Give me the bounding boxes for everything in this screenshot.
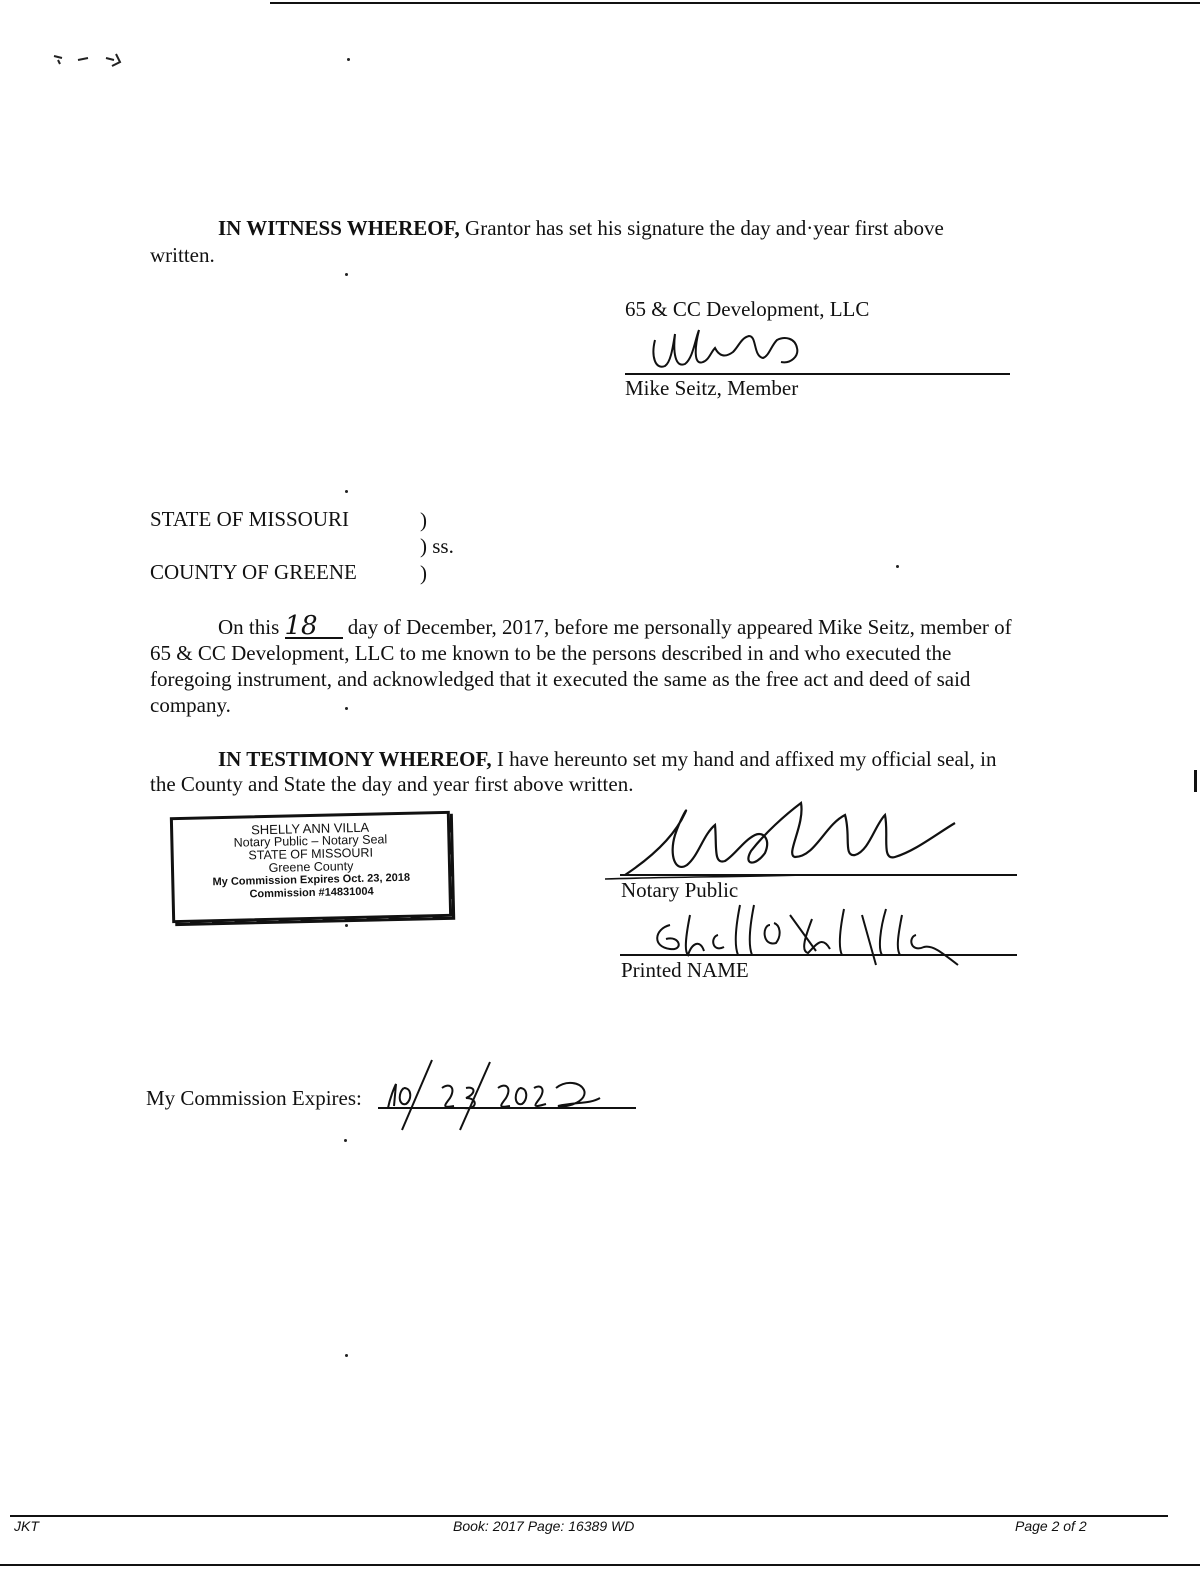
testimony-text: I have hereunto set my hand and affixed my official seal, in [491, 747, 997, 771]
footer-center: Book: 2017 Page: 16389 WD [453, 1518, 635, 1534]
testimony-lead: IN TESTIMONY WHEREOF, [218, 747, 492, 771]
stamp-title: Notary Public – Notary Seal [233, 832, 388, 850]
venue-paren-bottom: ) [420, 561, 427, 585]
scan-dot [345, 273, 348, 276]
notary-public-label: Notary Public [621, 878, 739, 902]
stamp-state: STATE OF MISSOURI [248, 845, 374, 863]
venue-county: COUNTY OF GREENE [150, 560, 357, 584]
scan-dot [345, 707, 348, 710]
witness-continuation: written. [150, 243, 215, 267]
acknowledgment-line-1 [150, 611, 1032, 641]
notary-signature-line [620, 874, 1017, 876]
stamp-expiration: My Commission Expires Oct. 23, 2018 [212, 871, 411, 889]
witness-text: Grantor has set his signature the day and·year first above [459, 216, 944, 240]
grantor-signature-line [625, 373, 1010, 375]
witness-paragraph [150, 216, 1032, 241]
stamp-name: SHELLY ANN VILLA [250, 819, 370, 838]
venue-state: STATE OF MISSOURI [150, 507, 350, 531]
commission-date-handwriting [380, 1058, 610, 1132]
ack-prefix: On this [218, 615, 280, 639]
scan-dot [345, 490, 348, 493]
acknowledgment-line-4: company. [150, 693, 231, 717]
footer-left: JKT [14, 1518, 39, 1534]
ack-line1-rest: day of December, 2017, before me personally appeared Mike Seitz, member of [347, 615, 1012, 639]
scan-dot [347, 58, 350, 61]
top-edge-line [270, 2, 1200, 4]
scan-speck-marks [50, 48, 140, 72]
scan-dot [345, 1354, 348, 1357]
ack-day-field: 18 [285, 615, 343, 639]
footer-right: Page 2 of 2 [1015, 1518, 1087, 1534]
scan-dot [345, 924, 348, 927]
grantor-signer-label: Mike Seitz, Member [625, 376, 799, 400]
acknowledgment-line-3: foregoing instrument, and acknowledged that it executed the same as the free act and deed of said [150, 667, 971, 691]
right-edge-mark [1194, 770, 1197, 792]
testimony-continuation: the County and State the day and year first above written. [150, 772, 634, 796]
scan-dot [344, 1139, 347, 1142]
venue-paren-top: ) [420, 508, 427, 532]
witness-lead: IN WITNESS WHEREOF, [218, 216, 460, 240]
printed-name-line [620, 954, 1017, 956]
printed-name-label: Printed NAME [621, 958, 749, 982]
stamp-commission-number: Commission #14831004 [249, 885, 374, 901]
stamp-county: Greene County [268, 859, 354, 875]
grantor-signature [645, 326, 825, 376]
acknowledgment-line-2: 65 & CC Development, LLC to me known to be the persons described in and who executed the [150, 641, 952, 665]
commission-expires-label: My Commission Expires: [146, 1086, 362, 1110]
bottom-edge-line [0, 1564, 1200, 1566]
testimony-paragraph [150, 747, 1032, 772]
notary-stamp [170, 811, 452, 923]
grantor-company: 65 & CC Development, LLC [625, 297, 870, 321]
scan-dot [896, 565, 899, 568]
venue-ss: ) ss. [420, 534, 454, 558]
commission-date-line [378, 1107, 636, 1109]
footer-rule [10, 1515, 1168, 1517]
